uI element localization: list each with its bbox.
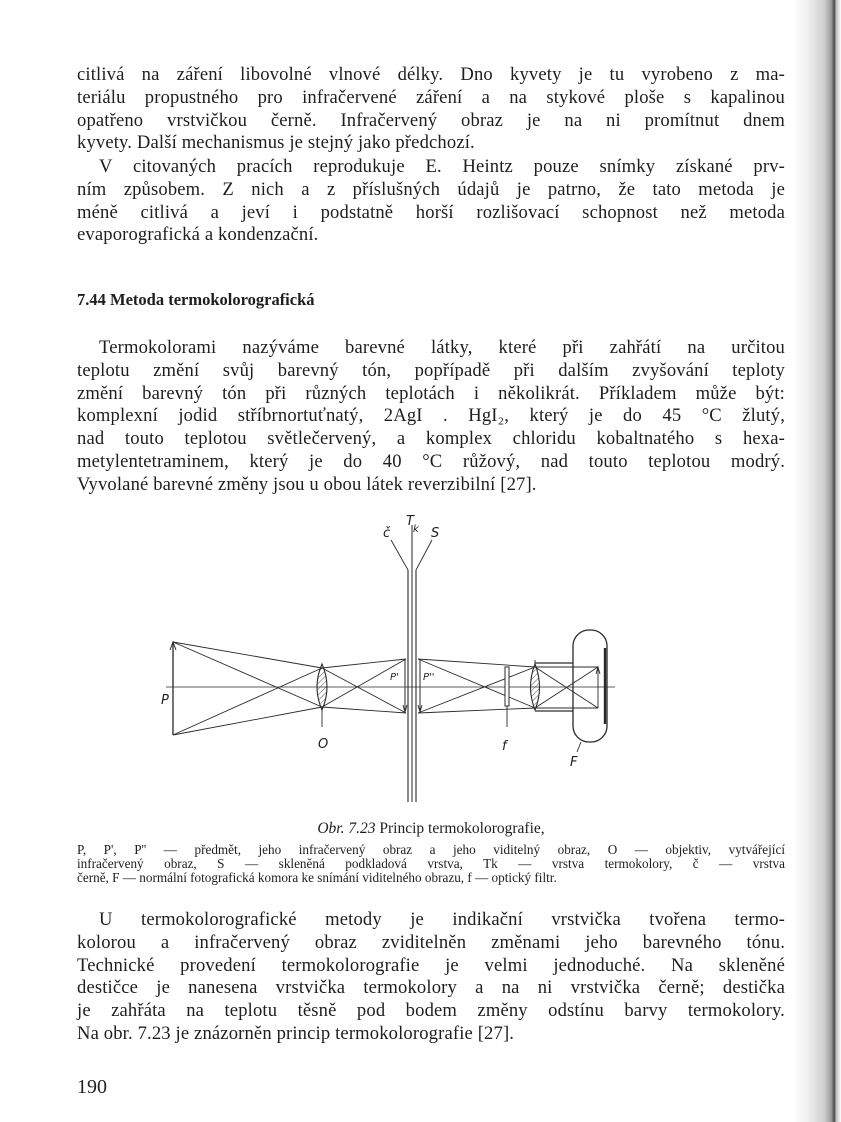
text-line: nad touto teplotou světlečervený, a komplex chloridu kobaltnatého s hexa- bbox=[77, 428, 785, 450]
text-line: Technické provedení termokolorografie je velmi jednoduché. Na skleněné bbox=[77, 954, 785, 976]
label-Tk: T bbox=[406, 514, 414, 529]
objective-lens-O bbox=[317, 664, 327, 710]
label-O: O bbox=[318, 737, 329, 752]
optical-filter-f bbox=[505, 667, 509, 706]
text-line: evaporografická a kondenzační. bbox=[77, 224, 319, 246]
label-P-prime: P' bbox=[390, 672, 399, 683]
label-c: č bbox=[383, 526, 391, 541]
text-line: Na obr. 7.23 je znázorněn princip termokolorografie [27]. bbox=[77, 1022, 515, 1044]
text-line: je zahřáta na teplotu těsně pod bodem změny odstínu barvy termokolory. bbox=[77, 1000, 785, 1022]
caption-line: P, P', P'' — předmět, jeho infračervený obraz a jeho viditelný obraz, O — objektiv, vytvářející bbox=[77, 842, 785, 857]
text-line: Termokolorami nazýváme barevné látky, které při zahřátí na určitou bbox=[99, 337, 785, 358]
label-F: F bbox=[570, 755, 578, 770]
text-line: kolorou a infračervený obraz zviditelněn změnami jeho barevného tónu. bbox=[77, 931, 785, 953]
text-line: teplotu změní svůj barevný tón, popřípadě při dalším zvyšování teploty bbox=[77, 359, 785, 381]
text-line: komplexní jodid stříbrnortuťnatý, 2AgI . HgI₂, který je do 45 °C žlutý, bbox=[77, 405, 785, 427]
text-line: změní barevný tón při různých teplotách i několikrát. Příkladem může být: bbox=[77, 382, 785, 404]
label-f: f bbox=[502, 739, 507, 754]
text-line: U termokolorografické metody je indikační vrstvička tvořena termo- bbox=[99, 909, 785, 930]
figure-title: Princip termokolorografie, bbox=[375, 820, 545, 837]
text-line: opatřeno vrstvičkou černě. Infračervený obraz je na ni promítnut dnem bbox=[77, 109, 785, 131]
page-number: 190 bbox=[77, 1076, 107, 1098]
text-line: V citovaných pracích reprodukuje E. Heintz pouze snímky získané prv- bbox=[99, 156, 785, 177]
text-line: kyvety. Další mechanismus je stejný jako předchozí. bbox=[77, 132, 475, 154]
section-heading: 7.44 Metoda termokolorografická bbox=[77, 290, 315, 309]
camera-body-F bbox=[573, 630, 607, 742]
camera-lens bbox=[531, 664, 540, 710]
text-line: Vyvolané barevné změny jsou u obou látek reverzibilní [27]. bbox=[77, 473, 537, 495]
text-line: méně citlivá a jeví i podstatně horší rozlišovací schopnost než metoda bbox=[77, 201, 785, 223]
caption-line: černě, F — normální fotografická komora ke snímání viditelného obrazu, f — optický filtr. bbox=[77, 870, 557, 886]
figure-number: Obr. 7.23 bbox=[317, 820, 376, 837]
text-line: ním způsobem. Z nich a z příslušných údajů je patrno, že tato metoda je bbox=[77, 178, 785, 200]
text-line: teriálu propustného pro infračervené záření a na stykové ploše s kapalinou bbox=[77, 86, 785, 108]
caption-line: infračervený obraz, S — skleněná podkladová vrstva, Tk — vrstva termokolory, č — vrstva bbox=[77, 856, 785, 872]
label-Tk-sub: k bbox=[413, 524, 419, 535]
text-line: destičce je nanesena vrstvička termokolory a na ni vrstvička černě; destička bbox=[77, 977, 785, 999]
label-P-double-prime: P'' bbox=[423, 672, 435, 683]
text-line: citlivá na záření libovolné vlnové délky. Dno kyvety je tu vyrobeno z ma- bbox=[77, 64, 785, 85]
label-S: S bbox=[431, 526, 440, 541]
label-P: P bbox=[161, 693, 169, 708]
text-line: metylentetraminem, který je do 40 °C růžový, nad touto teplotou modrý. bbox=[77, 450, 785, 472]
